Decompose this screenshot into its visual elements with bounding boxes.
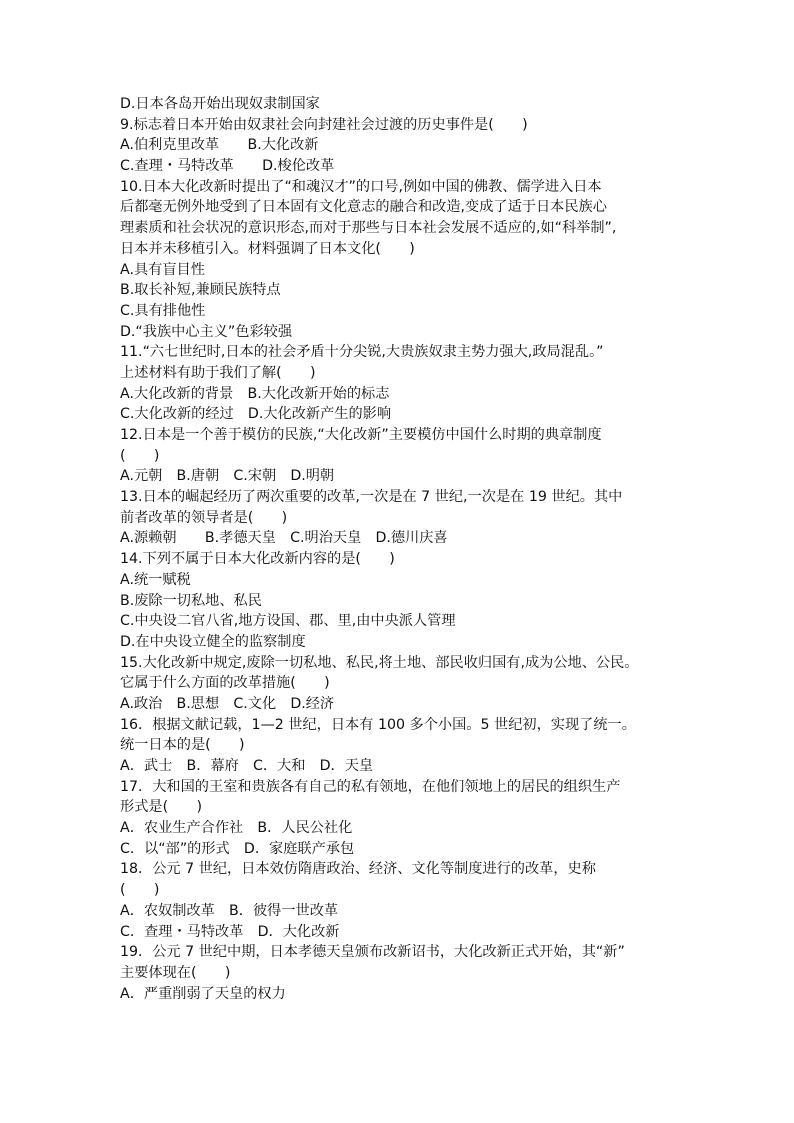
option-line: D.“我族中心主义”色彩较强 bbox=[120, 323, 293, 340]
option-line: A．武士 B．幕府 C．大和 D．天皇 bbox=[120, 758, 374, 774]
text-line: 上述材料有助于我们了解( ) bbox=[120, 364, 316, 381]
question-17: 17．大和国的王室和贵族各有自己的私有领地，在他们领地上的居民的组织生产 bbox=[120, 778, 621, 795]
question-13: 13.日本的崛起经历了两次重要的改革,一次是在 7 世纪,一次是在 19 世纪。其中 bbox=[120, 489, 623, 506]
option-line: C.查理・马特改革 D.梭伦改革 bbox=[120, 158, 335, 175]
question-11: 11.“六七世纪时,日本的社会矛盾十分尖锐,大贵族奴隶主势力强大,政局混乱。” bbox=[120, 344, 604, 361]
text-line: D.日本各岛开始出现奴隶制国家 bbox=[120, 96, 320, 112]
question-10: 10.日本大化改新时提出了“和魂汉才”的口号,例如中国的佛教、儒学进入日本 bbox=[120, 178, 602, 195]
option-line: A.统一赋税 bbox=[120, 571, 191, 588]
option-line: A.元朝 B.唐朝 C.宋朝 D.明朝 bbox=[120, 468, 335, 485]
text-line: 形式是( ) bbox=[120, 799, 203, 816]
option-line: A.源赖朝 B.孝德天皇 C.明治天皇 D.德川庆喜 bbox=[120, 530, 448, 547]
option-line: B.废除一切私地、私民 bbox=[120, 592, 262, 609]
option-line: C．查理・马特改革 D．大化改新 bbox=[120, 923, 340, 940]
text-line: 后都毫无例外地受到了日本固有文化意志的融合和改造,变成了适于日本民族心 bbox=[120, 199, 607, 216]
option-line: A.具有盲目性 bbox=[120, 261, 205, 278]
text-line: ( ) bbox=[120, 882, 160, 899]
option-line: C.具有排他性 bbox=[120, 302, 206, 319]
option-line: D.在中央设立健全的监察制度 bbox=[120, 633, 306, 650]
text-line: 统一日本的是( ) bbox=[120, 737, 245, 754]
text-line: 日本并未移植引入。材料强调了日本文化( ) bbox=[120, 240, 415, 257]
question-18: 18．公元 7 世纪，日本效仿隋唐政治、经济、文化等制度进行的改革，史称 bbox=[120, 861, 596, 878]
text-line: ( ) bbox=[120, 447, 160, 464]
option-line: A．农业生产合作社 B．人民公社化 bbox=[120, 820, 353, 837]
option-line: B.取长补短,兼顾民族特点 bbox=[120, 282, 281, 299]
question-9: 9.标志着日本开始由奴隶社会向封建社会过渡的历史事件是( ) bbox=[120, 116, 528, 133]
option-line: A．农奴制改革 B．彼得一世改革 bbox=[120, 902, 339, 919]
option-line: C.中央设二官八省,地方设国、郡、里,由中央派人管理 bbox=[120, 613, 456, 630]
question-12: 12.日本是一个善于模仿的民族,“大化改新”主要模仿中国什么时期的典章制度 bbox=[120, 427, 602, 443]
option-line: C.大化改新的经过 D.大化改新产生的影响 bbox=[120, 406, 392, 423]
document-page bbox=[120, 94, 700, 1004]
question-16: 16．根据文献记载，1—2 世纪，日本有 100 多个小国。5 世纪初，实现了统一。 bbox=[120, 716, 636, 733]
option-line: A.伯利克里改革 B.大化改新 bbox=[120, 137, 319, 154]
text-line: 前者改革的领导者是( ) bbox=[120, 509, 288, 526]
text-line: 它属于什么方面的改革措施( ) bbox=[120, 675, 330, 692]
text-line: 理素质和社会状况的意识形态,而对于那些与日本社会发展不适应的,如“科举制”, bbox=[120, 220, 617, 237]
text-line: 主要体现在( ) bbox=[120, 964, 231, 981]
option-line: A.政治 B.思想 C.文化 D.经济 bbox=[120, 695, 335, 712]
option-line: C．以“部”的形式 D．家庭联产承包 bbox=[120, 840, 355, 857]
question-19: 19．公元 7 世纪中期，日本孝德天皇颁布改新诏书，大化改新正式开始，其“新” bbox=[120, 944, 625, 961]
option-line: A．严重削弱了天皇的权力 bbox=[120, 985, 286, 1002]
question-15: 15.大化改新中规定,废除一切私地、私民,将土地、部民收归国有,成为公地、公民。 bbox=[120, 654, 639, 671]
option-line: A.大化改新的背景 B.大化改新开始的标志 bbox=[120, 385, 390, 402]
question-14: 14.下列不属于日本大化改新内容的是( ) bbox=[120, 551, 395, 568]
